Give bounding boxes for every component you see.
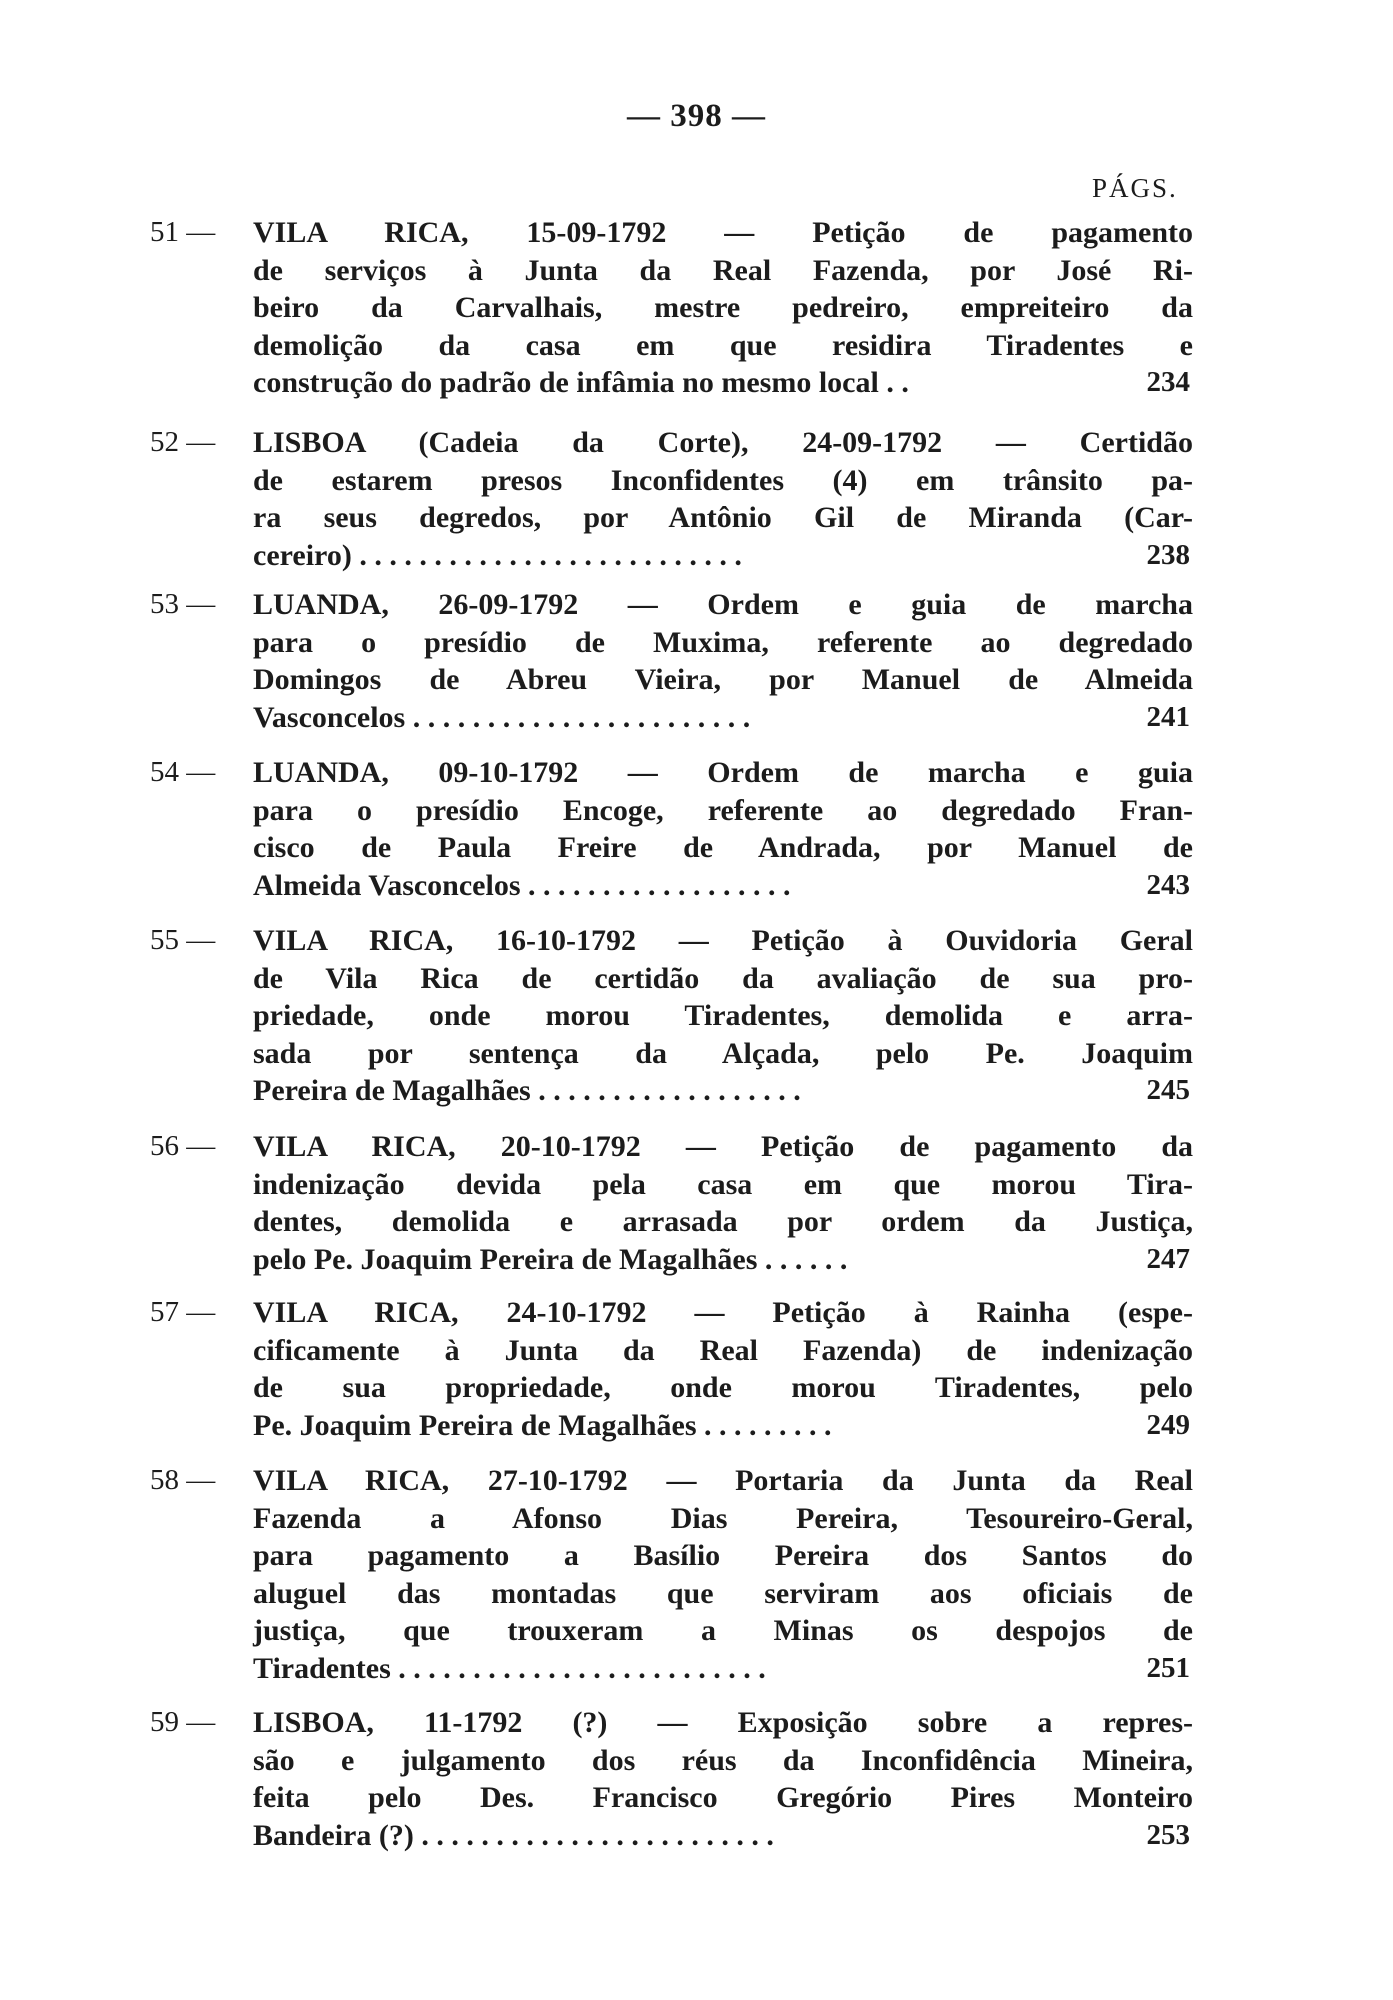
index-entry — [150, 1294, 1193, 1444]
entry-line: Bandeira (?) . . . . . . . . . . . . . . . . . . . . . . . . — [253, 1818, 774, 1852]
entry-line: Domingos de Abreu Vieira, por Manuel de Almeida — [253, 663, 1193, 696]
entry-description — [253, 586, 1193, 736]
entry-line: LISBOA (Cadeia da Corte), 24-09-1792 — Certidão — [253, 426, 1193, 459]
entry-number: 52 — — [150, 426, 216, 458]
pages-column-label: PÁGS. — [1092, 173, 1178, 203]
entry-line: para pagamento a Basílio Pereira dos Santos do — [253, 1539, 1193, 1572]
entry-page-number: 247 — [1146, 1242, 1190, 1275]
entry-line: cificamente à Junta da Real Fazenda) de indenização — [253, 1333, 1193, 1367]
entry-line: construção do padrão de infâmia no mesmo local . . — [253, 366, 909, 399]
page-number: — 398 — — [627, 98, 766, 134]
entry-number: 53 — — [150, 588, 216, 620]
index-entry — [150, 922, 1193, 1110]
entry-line: são e julgamento dos réus da Inconfidência Mineira, — [253, 1743, 1193, 1777]
entry-page-number: 234 — [1146, 366, 1190, 398]
entry-line: de Vila Rica de certidão da avaliação de sua pro- — [253, 961, 1193, 995]
entry-line: justiça, que trouxeram a Minas os despojos de — [253, 1614, 1193, 1647]
entry-line: pelo Pe. Joaquim Pereira de Magalhães . . . . . . — [253, 1242, 848, 1276]
index-entry — [150, 1704, 1193, 1854]
entry-page-number: 253 — [1146, 1818, 1190, 1851]
entry-line: priedade, onde morou Tiradentes, demolida e arra- — [253, 999, 1193, 1032]
entry-page-number: 249 — [1146, 1408, 1190, 1441]
entry-line: VILA RICA, 20-10-1792 — Petição de pagamento da — [253, 1130, 1193, 1163]
index-entry — [150, 1128, 1193, 1278]
entry-line: Fazenda a Afonso Dias Pereira, Tesoureiro-Geral, — [253, 1501, 1193, 1535]
entry-line: para o presídio Encoge, referente ao degredado Fran- — [253, 793, 1193, 827]
entry-line: VILA RICA, 27-10-1792 — Portaria da Junta da Real — [253, 1464, 1193, 1497]
entry-line: feita pelo Des. Francisco Gregório Pires Monteiro — [253, 1781, 1193, 1814]
entry-description — [253, 1294, 1193, 1444]
entry-page-number: 241 — [1146, 700, 1190, 733]
entry-page-number: 243 — [1146, 868, 1190, 901]
entry-line: sada por sentença da Alçada, pelo Pe. Joaquim — [253, 1036, 1193, 1070]
index-entry — [150, 214, 1193, 402]
index-entry — [150, 754, 1193, 904]
entry-line: cereiro) . . . . . . . . . . . . . . . . . . . . . . . . . . — [253, 538, 742, 572]
entry-line: Pe. Joaquim Pereira de Magalhães . . . . . . . . . — [253, 1408, 832, 1442]
entry-line: de serviços à Junta da Real Fazenda, por José Ri- — [253, 253, 1193, 287]
entry-line: dentes, demolida e arrasada por ordem da Justiça, — [253, 1205, 1193, 1238]
entry-number: 51 — — [150, 216, 216, 248]
entry-line: para o presídio de Muxima, referente ao degredado — [253, 625, 1193, 659]
entry-number: 55 — — [150, 924, 216, 956]
entry-description — [253, 214, 1193, 402]
entry-number: 56 — — [150, 1130, 216, 1162]
entry-line: LUANDA, 26-09-1792 — Ordem e guia de marcha — [253, 588, 1193, 621]
entry-number: 58 — — [150, 1464, 216, 1496]
entry-page-number: 245 — [1146, 1074, 1190, 1106]
entry-line: Tiradentes . . . . . . . . . . . . . . . . . . . . . . . . . — [253, 1651, 766, 1685]
entry-line: de estarem presos Inconfidentes (4) em trânsito pa- — [253, 463, 1193, 497]
entry-description — [253, 922, 1193, 1110]
entry-description — [253, 1128, 1193, 1278]
entry-line: VILA RICA, 16-10-1792 — Petição à Ouvidoria Geral — [253, 924, 1193, 957]
entry-line: cisco de Paula Freire de Andrada, por Manuel de — [253, 831, 1193, 864]
entry-number: 54 — — [150, 756, 216, 788]
entry-line: Almeida Vasconcelos . . . . . . . . . . . . . . . . . . — [253, 868, 791, 902]
entry-line: VILA RICA, 15-09-1792 — Petição de pagamento — [253, 216, 1193, 249]
index-entry — [150, 1462, 1193, 1687]
entry-page-number: 238 — [1146, 538, 1190, 571]
entry-line: beiro da Carvalhais, mestre pedreiro, empreiteiro da — [253, 291, 1193, 324]
entry-description — [253, 1462, 1193, 1687]
entry-line: LUANDA, 09-10-1792 — Ordem de marcha e guia — [253, 756, 1193, 789]
entry-line: indenização devida pela casa em que morou Tira- — [253, 1167, 1193, 1201]
entry-description — [253, 424, 1193, 574]
entry-line: demolição da casa em que residira Tiradentes e — [253, 328, 1193, 362]
entry-line: LISBOA, 11-1792 (?) — Exposição sobre a repres- — [253, 1706, 1193, 1739]
entry-description — [253, 754, 1193, 904]
index-entry — [150, 424, 1193, 574]
entry-line: Pereira de Magalhães . . . . . . . . . . . . . . . . . . — [253, 1074, 801, 1107]
entry-line: VILA RICA, 24-10-1792 — Petição à Rainha (espe- — [253, 1296, 1193, 1329]
entry-line: ra seus degredos, por Antônio Gil de Miranda (Car- — [253, 501, 1193, 534]
entry-line: de sua propriedade, onde morou Tiradentes, pelo — [253, 1371, 1193, 1404]
entry-line: Vasconcelos . . . . . . . . . . . . . . . . . . . . . . . — [253, 700, 751, 734]
entry-number: 57 — — [150, 1296, 216, 1328]
entry-description — [253, 1704, 1193, 1854]
entry-line: aluguel das montadas que serviram aos oficiais de — [253, 1576, 1193, 1610]
entry-page-number: 251 — [1146, 1651, 1190, 1684]
index-entry — [150, 586, 1193, 736]
entry-number: 59 — — [150, 1706, 216, 1738]
